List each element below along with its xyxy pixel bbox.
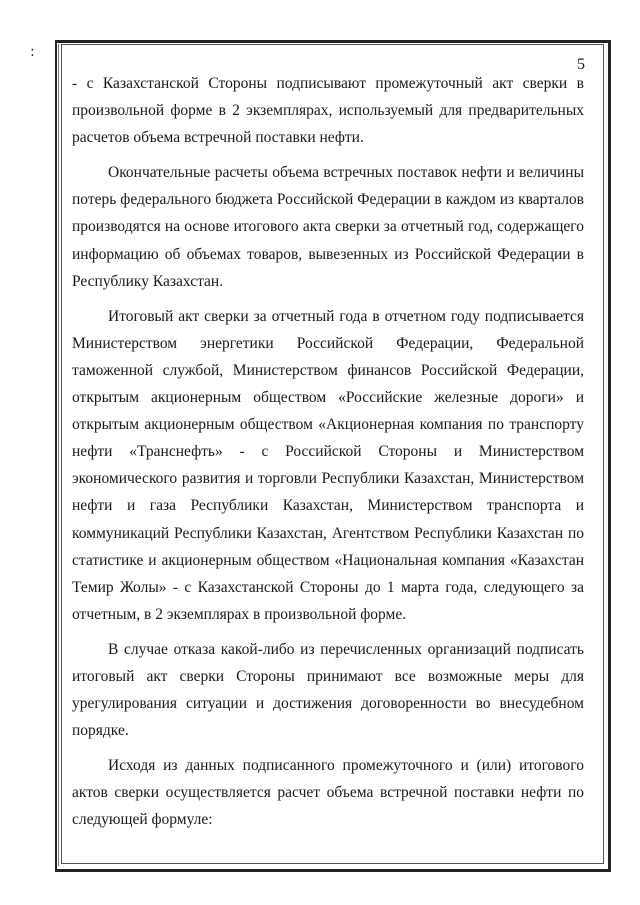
page-number: 5 bbox=[577, 56, 585, 73]
paragraph-final-calculations: Окончательные расчеты объема встречных поставок нефти и величины потерь федерального бюджета Российской Федерации в каждом из кварталов производятся на основе итогового акта сверки за отчетный год, содержащего информацию об объемах товаров, вывезенных из Российской Федерации в Республику Казахстан. bbox=[72, 164, 584, 290]
paragraph-final-act-signatories: Итоговый акт сверки за отчетный года в отчетном году подписывается Министерством энергетики Российской Федерации, Федеральной таможенной службой, Министерством финансов Российской Федерации, открытым акционерным обществом «Российские железные дороги» и открытым акционерным обществом «Акционерная компания по транспорту нефти «Транснефть» - с Российской Стороны и Министерством экономического развития и торговли Республики Казахстан, Министерством нефти и газа Республики Казахстан, Министерством транспорта и коммуникаций Республики Казахстан, Агентством Республики Казахстан по статистике и акционерным обществом «Национальная компания «Казахстан Темир Жолы» - с Казахстанской Стороны до 1 марта года, следующего за отчетным, в 2 экземплярах в произвольной форме. bbox=[72, 307, 584, 623]
page-border-left-rule bbox=[58, 44, 59, 866]
margin-mark: : bbox=[30, 44, 35, 60]
paragraph-interim-act: - с Казахстанской Стороны подписывают промежуточный акт сверки в произвольной форме в 2 экземплярах, используемый для предварительных расчетов объема встречной поставки нефти. bbox=[72, 75, 584, 147]
paragraph-refusal-case: В случае отказа какой-либо из перечисленных организаций подписать итоговый акт сверки Стороны принимают все возможные меры для урегулирования ситуации и достижения договоренности во внесудебном порядке. bbox=[72, 640, 584, 740]
paragraph-formula-intro: Исходя из данных подписанного промежуточного и (или) итогового актов сверки осуществляется расчет объема встречной поставки нефти по следующей формуле: bbox=[72, 757, 584, 829]
document-body bbox=[72, 70, 584, 842]
